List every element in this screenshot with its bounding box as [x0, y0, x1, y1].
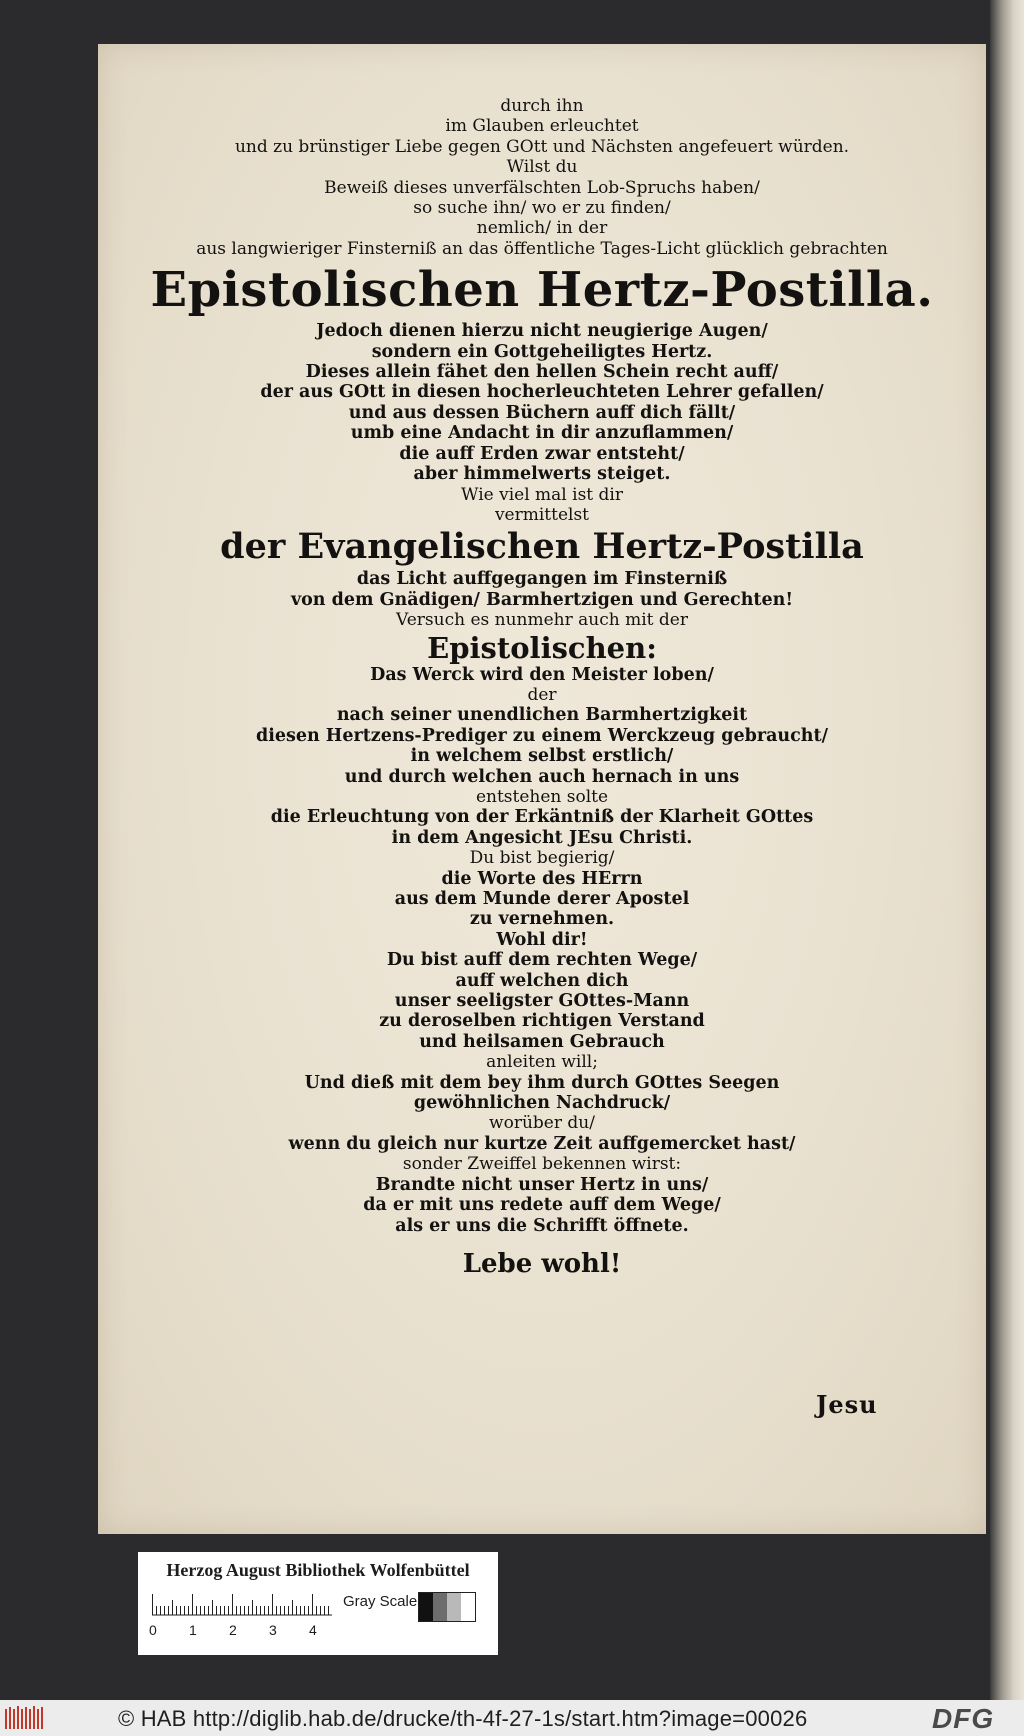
text-line: sonder Zweiffel bekennen wirst:	[402, 1154, 682, 1175]
text-line: und durch welchen auch hernach in uns	[344, 766, 740, 787]
text-line: zu deroselben richtigen Verstand	[379, 1011, 705, 1032]
text-line: durch ihn	[500, 96, 584, 116]
text-line: in welchem selbst erstlich/	[410, 746, 674, 767]
gray-patch-white	[461, 1593, 475, 1621]
book-page	[98, 44, 986, 1534]
text-line: umb eine Andacht in dir anzuflammen/	[350, 423, 734, 444]
text-line: und aus dessen Büchern auff dich fällt/	[348, 402, 736, 423]
gray-patch-black	[419, 1593, 433, 1621]
text-line: von dem Gnädigen/ Barmhertzigen und Gerechten!	[290, 589, 794, 610]
text-line: Brandte nicht unser Hertz in uns/	[375, 1174, 709, 1195]
hab-logo-icon	[4, 1705, 48, 1731]
text-line: und heilsamen Gebrauch	[419, 1031, 665, 1052]
text-line: entstehen solte	[475, 786, 609, 807]
library-name: Herzog August Bibliothek Wolfenbüttel	[166, 1560, 470, 1580]
text-line: die Worte des HErrn	[441, 868, 643, 889]
text-line: die Erleuchtung von der Erkäntniß der Klarheit GOttes	[270, 807, 814, 828]
gray-patch-light	[447, 1593, 461, 1621]
ruler-number: 1	[189, 1622, 197, 1638]
text-line: nemlich/ in der	[476, 218, 608, 239]
text-line: Beweiß dieses unverfälschten Lob-Spruchs haben/	[324, 177, 760, 198]
text-line: Wohl dir!	[496, 929, 588, 950]
heading-epistolischen-short: Epistolischen:	[427, 630, 657, 665]
text-line: in dem Angesicht JEsu Christi.	[391, 827, 693, 848]
text-line: der	[527, 684, 557, 705]
text-line: so suche ihn/ wo er zu finden/	[413, 198, 671, 219]
copyright-url: © HAB http://diglib.hab.de/drucke/th-4f-27-1s/start.htm?image=00026	[118, 1706, 808, 1731]
text-line: das Licht auffgegangen im Finsterniß	[356, 569, 728, 590]
gray-scale-label: Gray Scale	[343, 1593, 418, 1610]
gray-scale-patches	[418, 1592, 476, 1622]
text-line: diesen Hertzens-Prediger zu einem Werckzeug gebraucht/	[255, 725, 828, 746]
ruler-number: 2	[229, 1622, 237, 1638]
text-line: Du bist begierig/	[469, 848, 615, 869]
text-line: als er uns die Schrifft öffnete.	[395, 1215, 689, 1236]
text-line: Wilst du	[506, 157, 578, 178]
measurement-ruler	[152, 1594, 332, 1616]
text-line: Versuch es nunmehr auch mit der	[396, 610, 688, 631]
text-line: und zu brünstiger Liebe gegen GOtt und Nächsten angefeuert würden.	[234, 136, 850, 157]
text-line: da er mit uns redete auff dem Wege/	[363, 1195, 721, 1216]
text-line: aus dem Munde derer Apostel	[394, 889, 690, 909]
text-line: aus langwieriger Finsterniß an das öffentliche Tages-Licht glücklich gebrachten	[196, 238, 888, 259]
text-line: aber himmelwerts steiget.	[413, 464, 671, 485]
text-line: die auff Erden zwar entsteht/	[399, 443, 685, 464]
text-line: der aus GOtt in diesen hocherleuchteten Lehrer gefallen/	[260, 382, 824, 403]
gray-patch-dark	[433, 1593, 447, 1621]
color-scale-card	[138, 1552, 498, 1655]
text-line: Das Werck wird den Meister loben/	[370, 664, 714, 685]
farewell-line: Lebe wohl!	[462, 1248, 622, 1279]
ruler-number: 4	[309, 1622, 317, 1638]
footer-bar	[0, 1700, 1024, 1736]
ruler-number: 3	[269, 1622, 277, 1638]
text-line: Und dieß mit dem bey ihm durch GOttes Seegen	[304, 1072, 780, 1093]
ruler-number: 0	[149, 1622, 157, 1638]
text-line: sondern ein Gottgeheiligtes Hertz.	[371, 341, 713, 362]
text-line: Wie viel mal ist dir	[461, 484, 623, 505]
text-line: im Glauben erleuchtet	[445, 116, 639, 137]
adjacent-page-edge	[990, 0, 1024, 1700]
text-line: nach seiner unendlichen Barmhertzigkeit	[336, 705, 748, 726]
text-line: wenn du gleich nur kurtze Zeit auffgemercket hast/	[288, 1133, 796, 1154]
dfg-logo: DFG	[932, 1703, 995, 1734]
text-line: vermittelst	[494, 504, 590, 525]
text-line: anleiten will;	[486, 1052, 598, 1073]
text-line: unser seeligster GOttes-Mann	[394, 991, 690, 1012]
text-line: gewöhnlichen Nachdruck/	[413, 1093, 671, 1114]
text-line: zu vernehmen.	[469, 909, 615, 930]
text-line: auff welchen dich	[455, 970, 629, 991]
catchword: Jesu	[816, 1390, 878, 1419]
page-text-block	[98, 96, 986, 1286]
text-line: Dieses allein fähet den hellen Schein recht auff/	[305, 362, 779, 383]
text-line: Jedoch dienen hierzu nicht neugierige Augen/	[316, 321, 768, 342]
heading-epistolischen: Epistolischen Hertz-Postilla.	[150, 262, 934, 319]
text-line: worüber du/	[489, 1113, 595, 1134]
text-line: Du bist auff dem rechten Wege/	[386, 950, 698, 971]
heading-evangelischen: der Evangelischen Hertz-Postilla	[220, 526, 864, 568]
